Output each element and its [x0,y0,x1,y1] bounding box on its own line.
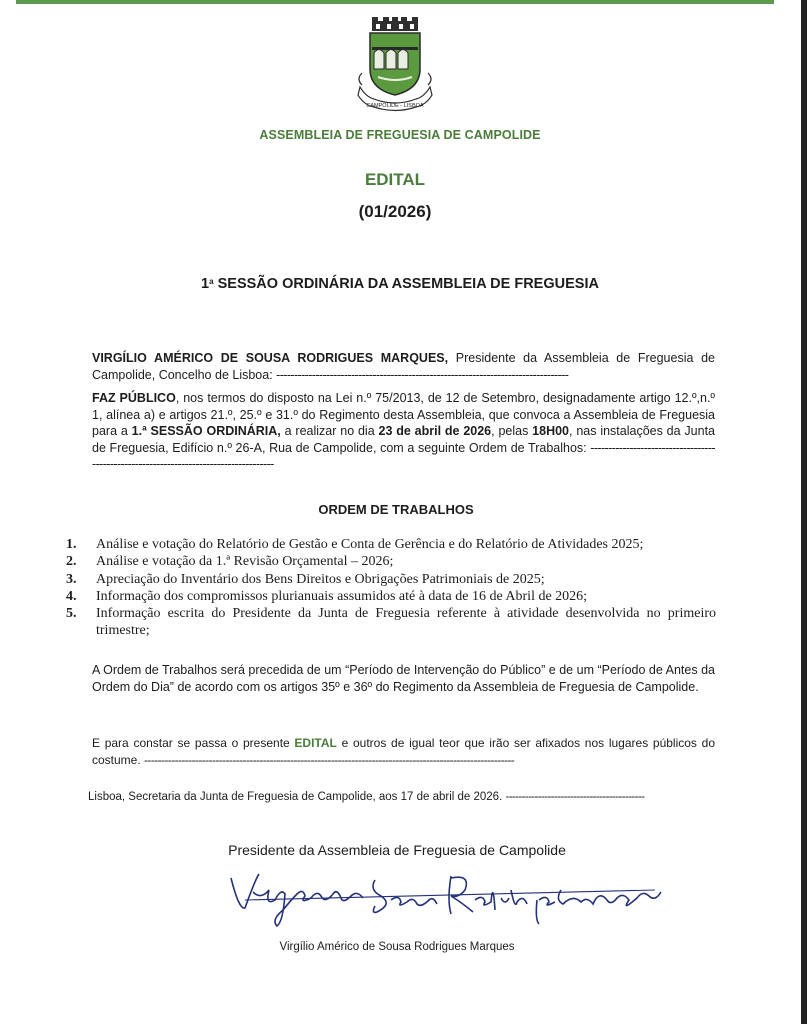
place-and-date: Lisboa, Secretaria da Junta de Freguesia de Campolide, aos 17 de abril de 2026. ------------------------------------------- [88,791,645,803]
agenda-item: 1. Análise e votação do Relatório de Gestão e Conta de Gerência e do Relatório de Atividades 2025; [66,537,644,552]
signatory-title: Presidente da Assembleia de Freguesia de Campolide [228,842,566,858]
svg-text:CAMPOLIDE - LISBOA: CAMPOLIDE - LISBOA [366,103,424,109]
scan-edge [801,0,807,1024]
agenda-item: 5. Informação escrita do Presidente da Junta de Freguesia referente à atividade desenvolvida no primeiro trimestre; [66,606,716,639]
announcement-paragraph: FAZ PÚBLICO, nos termos do disposto na Lei n.º 75/2013, de 12 de Setembro, designadamente artigo 12.º,n.º 1, alínea a) e artigos 21.º, 25.º e 31.º do Regimento desta Assembleia, que convoca a Assembleia de Freguesia para a 1.ª SESSÃO ORDINÁRIA, a realizar no dia 23 de abril de 2026, pelas 18H00, nas instalações da Junta de Freguesia, Edifício n.º 26-A, Rua de Campolide, com a seguinte Ordem de Trabalhos: -------------------------------------------------------------------------------------- [92,391,716,471]
agenda-item: 2. Análise e votação da 1.ª Revisão Orçamental – 2026; [66,554,394,570]
signatory-name: Virgílio Américo de Sousa Rodrigues Marques [279,941,515,953]
intro-paragraph: VIRGÍLIO AMÉRICO DE SOUSA RODRIGUES MARQUES, Presidente da Assembleia de Freguesia de Campolide, Concelho de Lisboa: ---------------------------------------------------------------------------------- [92,351,715,382]
edital-title: EDITAL [364,170,426,189]
president-name: VIRGÍLIO AMÉRICO DE SOUSA RODRIGUES MARQUES, [92,351,449,365]
periods-paragraph: A Ordem de Trabalhos será precedida de um “Período de Intervenção do Público” e de um “Período de Antes da Ordem do Dia” de acordo com os artigos 35º e 36º do Regimento da Assembleia de Freguesia de Campolide. [92,663,715,694]
assembly-title: ASSEMBLEIA DE FREGUESIA DE CAMPOLIDE [259,128,541,142]
session-heading: 1$^a$ SESSÃO ORDINÁRIA DA ASSEMBLEIA DE FREGUESIA [201,276,599,292]
edital-number: (01/2026) [358,202,432,221]
handwritten-signature [225,860,665,930]
agenda-item: 4. Informação dos compromissos plurianuais assumidos até à data de 16 de Abril de 2026; [66,588,588,604]
posting-paragraph: E para constar se passa o presente EDITAL e outros de igual teor que irão ser afixados nos lugares públicos do costume. ------------------------------------------------------------------------------------------------------------- [92,736,715,767]
agenda-item: 3. Apreciação do Inventário dos Bens Direitos e Obrigações Patrimoniais de 2025; [66,571,545,587]
agenda-list [66,536,716,640]
coat-of-arms-logo [352,17,438,113]
agenda-title: ORDEM DE TRABALHOS [318,502,474,517]
